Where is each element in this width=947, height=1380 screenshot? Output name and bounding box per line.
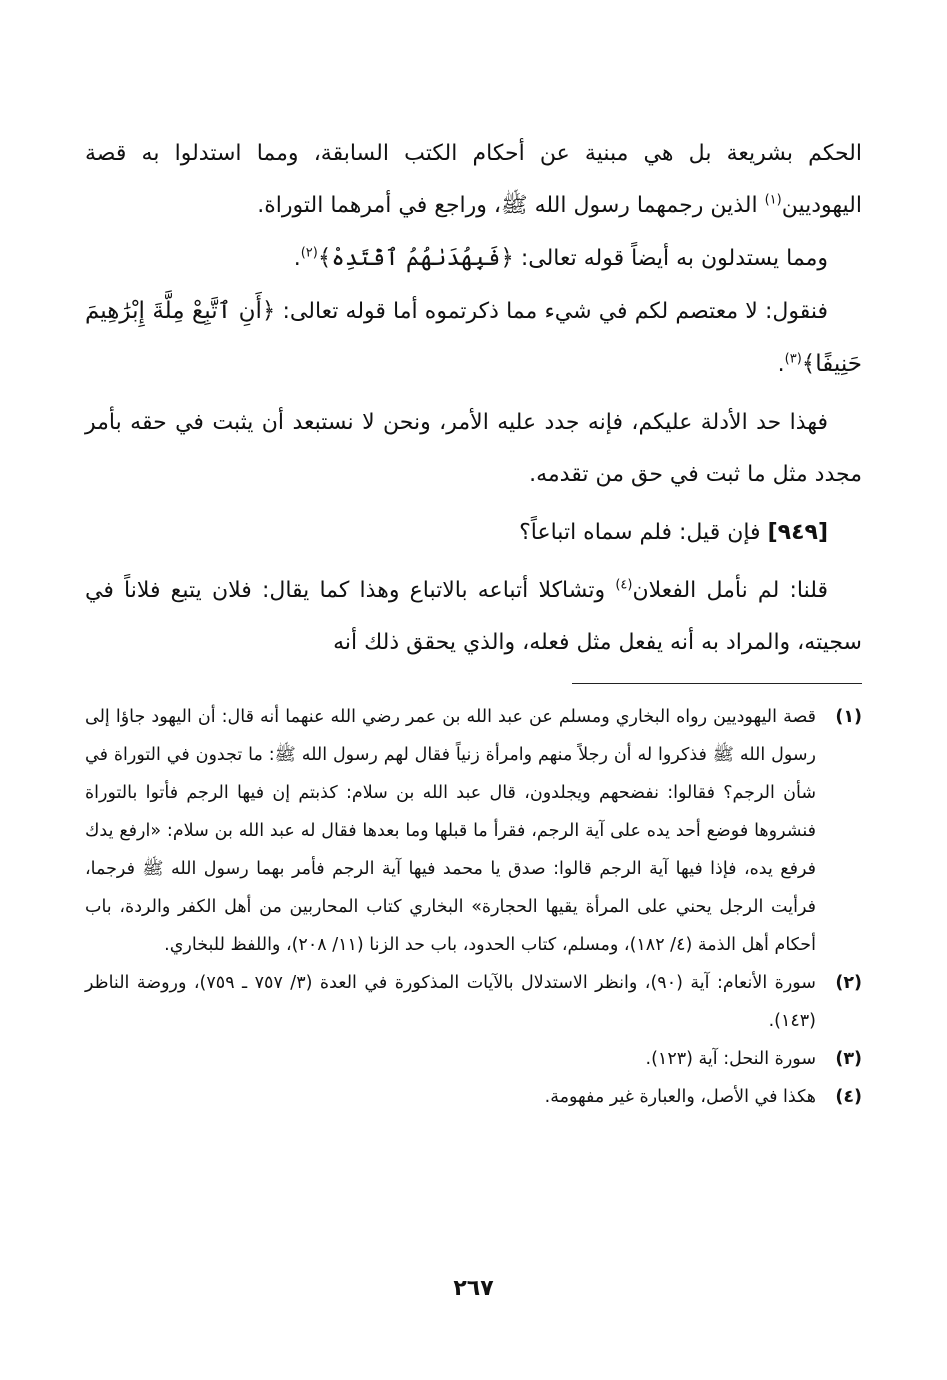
footnote-3: [85, 1040, 862, 1078]
paragraph-5: [٩٤٩] فإن قيل: فلم سماه اتباعاً؟: [519, 520, 828, 545]
footnote-number: (٣): [835, 1049, 862, 1069]
paragraph-3: فنقول: لا معتصم لكم في شيء مما ذكرتموه أما قوله تعالى: ﴿أَنِ ٱتَّبِعْ مِلَّةَ إِبْرَٰهِيمَ حَنِيفًا﴾$^{(٣)}$.: [85, 298, 862, 377]
footnote-4: [85, 1078, 862, 1116]
footnote-text: سورة الأنعام: آية (٩٠)، وانظر الاستدلال بالآيات المذكورة في العدة (٣/ ٧٥٧ ـ ٧٥٩)، وروضة الناظر (١٤٣).: [85, 973, 816, 1031]
footnote-2: [85, 964, 862, 1040]
footnote-number: (٢): [835, 973, 862, 993]
footnotes: [85, 698, 862, 1116]
footnote-separator: [572, 683, 862, 684]
footnote-ref-1: (١): [764, 192, 782, 208]
footnote-1: [85, 698, 862, 964]
paragraph-1: الحكم بشريعة بل هي مبنية عن أحكام الكتب السابقة، ومما استدلوا به قصة اليهوديين$^{(١)}$ الذين رجمهما رسول الله ﷺ، وراجع في أمرهما التوراة.: [85, 141, 862, 218]
footnote-number: (٤): [835, 1087, 862, 1107]
footnote-text: سورة النحل: آية (١٢٣).: [645, 1049, 816, 1069]
footnote-ref-4: (٤): [615, 577, 633, 593]
paragraph-4: فهذا حد الأدلة عليكم، فإنه جدد عليه الأمر، ونحن لا نستبعد أن يثبت في حقه بأمر مجدد مثل ما ثبت في حق من تقدمه.: [85, 410, 862, 487]
paragraph-6: قلنا: لم نأمل الفعلان$^{(٤)}$ وتشاكلا أتباعه بالاتباع وهذا كما يقال: فلان يتبع فلاناً في سجيته، والمراد به أنه يفعل مثل فعله، والذي يحقق ذلك أنه: [85, 577, 862, 655]
footnote-number: (١): [835, 707, 862, 727]
book-page: [85, 128, 862, 1380]
page-number: ٢٦٧: [453, 1276, 494, 1301]
footnote-text: هكذا في الأصل، والعبارة غير مفهومة.: [544, 1087, 816, 1107]
quran-verse: ﴿أَنِ ٱتَّبِعْ مِلَّةَ إِبْرَٰهِيمَ حَنِيفًا﴾: [85, 298, 862, 377]
quran-verse: ﴿فَبِهُدَىٰهُمُ ٱقْتَدِهْ﴾: [317, 245, 514, 271]
section-number: [٩٤٩]: [767, 520, 828, 545]
footnote-text: قصة اليهوديين رواه البخاري ومسلم عن عبد الله بن عمر رضي الله عنهما أنه قال: أن اليهود جاؤا إلى رسول الله ﷺ فذكروا له أن رجلاً منهم وامرأة زنياً فقال لهم رسول الله ﷺ: ما تجدون في التوراة في شأن الرجم؟ فقالوا: نفضحهم ويجلدون، قال عبد الله بن سلام: كذبتم إن فيها الرجم فأتوا بالتوراة فنشروها فوضع أحد يده على آية الرجم، فقرأ ما قبلها وما بعدها فقال له عبد الله بن سلام: «ارفع يدك فرفع يده، فإذا فيها آية الرجم قالوا: صدق يا محمد فيها آية الرجم فأمر بهما رسول الله ﷺ فرجما، فرأيت الرجل يحني على المرأة يقيها الحجارة» البخاري كتاب المحاربين من أهل الكفر والردة، باب أحكام أهل الذمة (٤/ ١٨٢)، ومسلم، كتاب الحدود، باب حد الزنا (١١/ ٢٠٨)، واللفظ للبخاري.: [85, 707, 816, 955]
main-text: [85, 128, 862, 669]
footnote-ref-3: (٣): [784, 351, 802, 367]
paragraph-2: ومما يستدلون به أيضاً قوله تعالى: ﴿فَبِهُدَىٰهُمُ ٱقْتَدِهْ﴾$^{(٢)}$.: [293, 245, 828, 271]
footnote-ref-2: (٢): [300, 245, 318, 261]
